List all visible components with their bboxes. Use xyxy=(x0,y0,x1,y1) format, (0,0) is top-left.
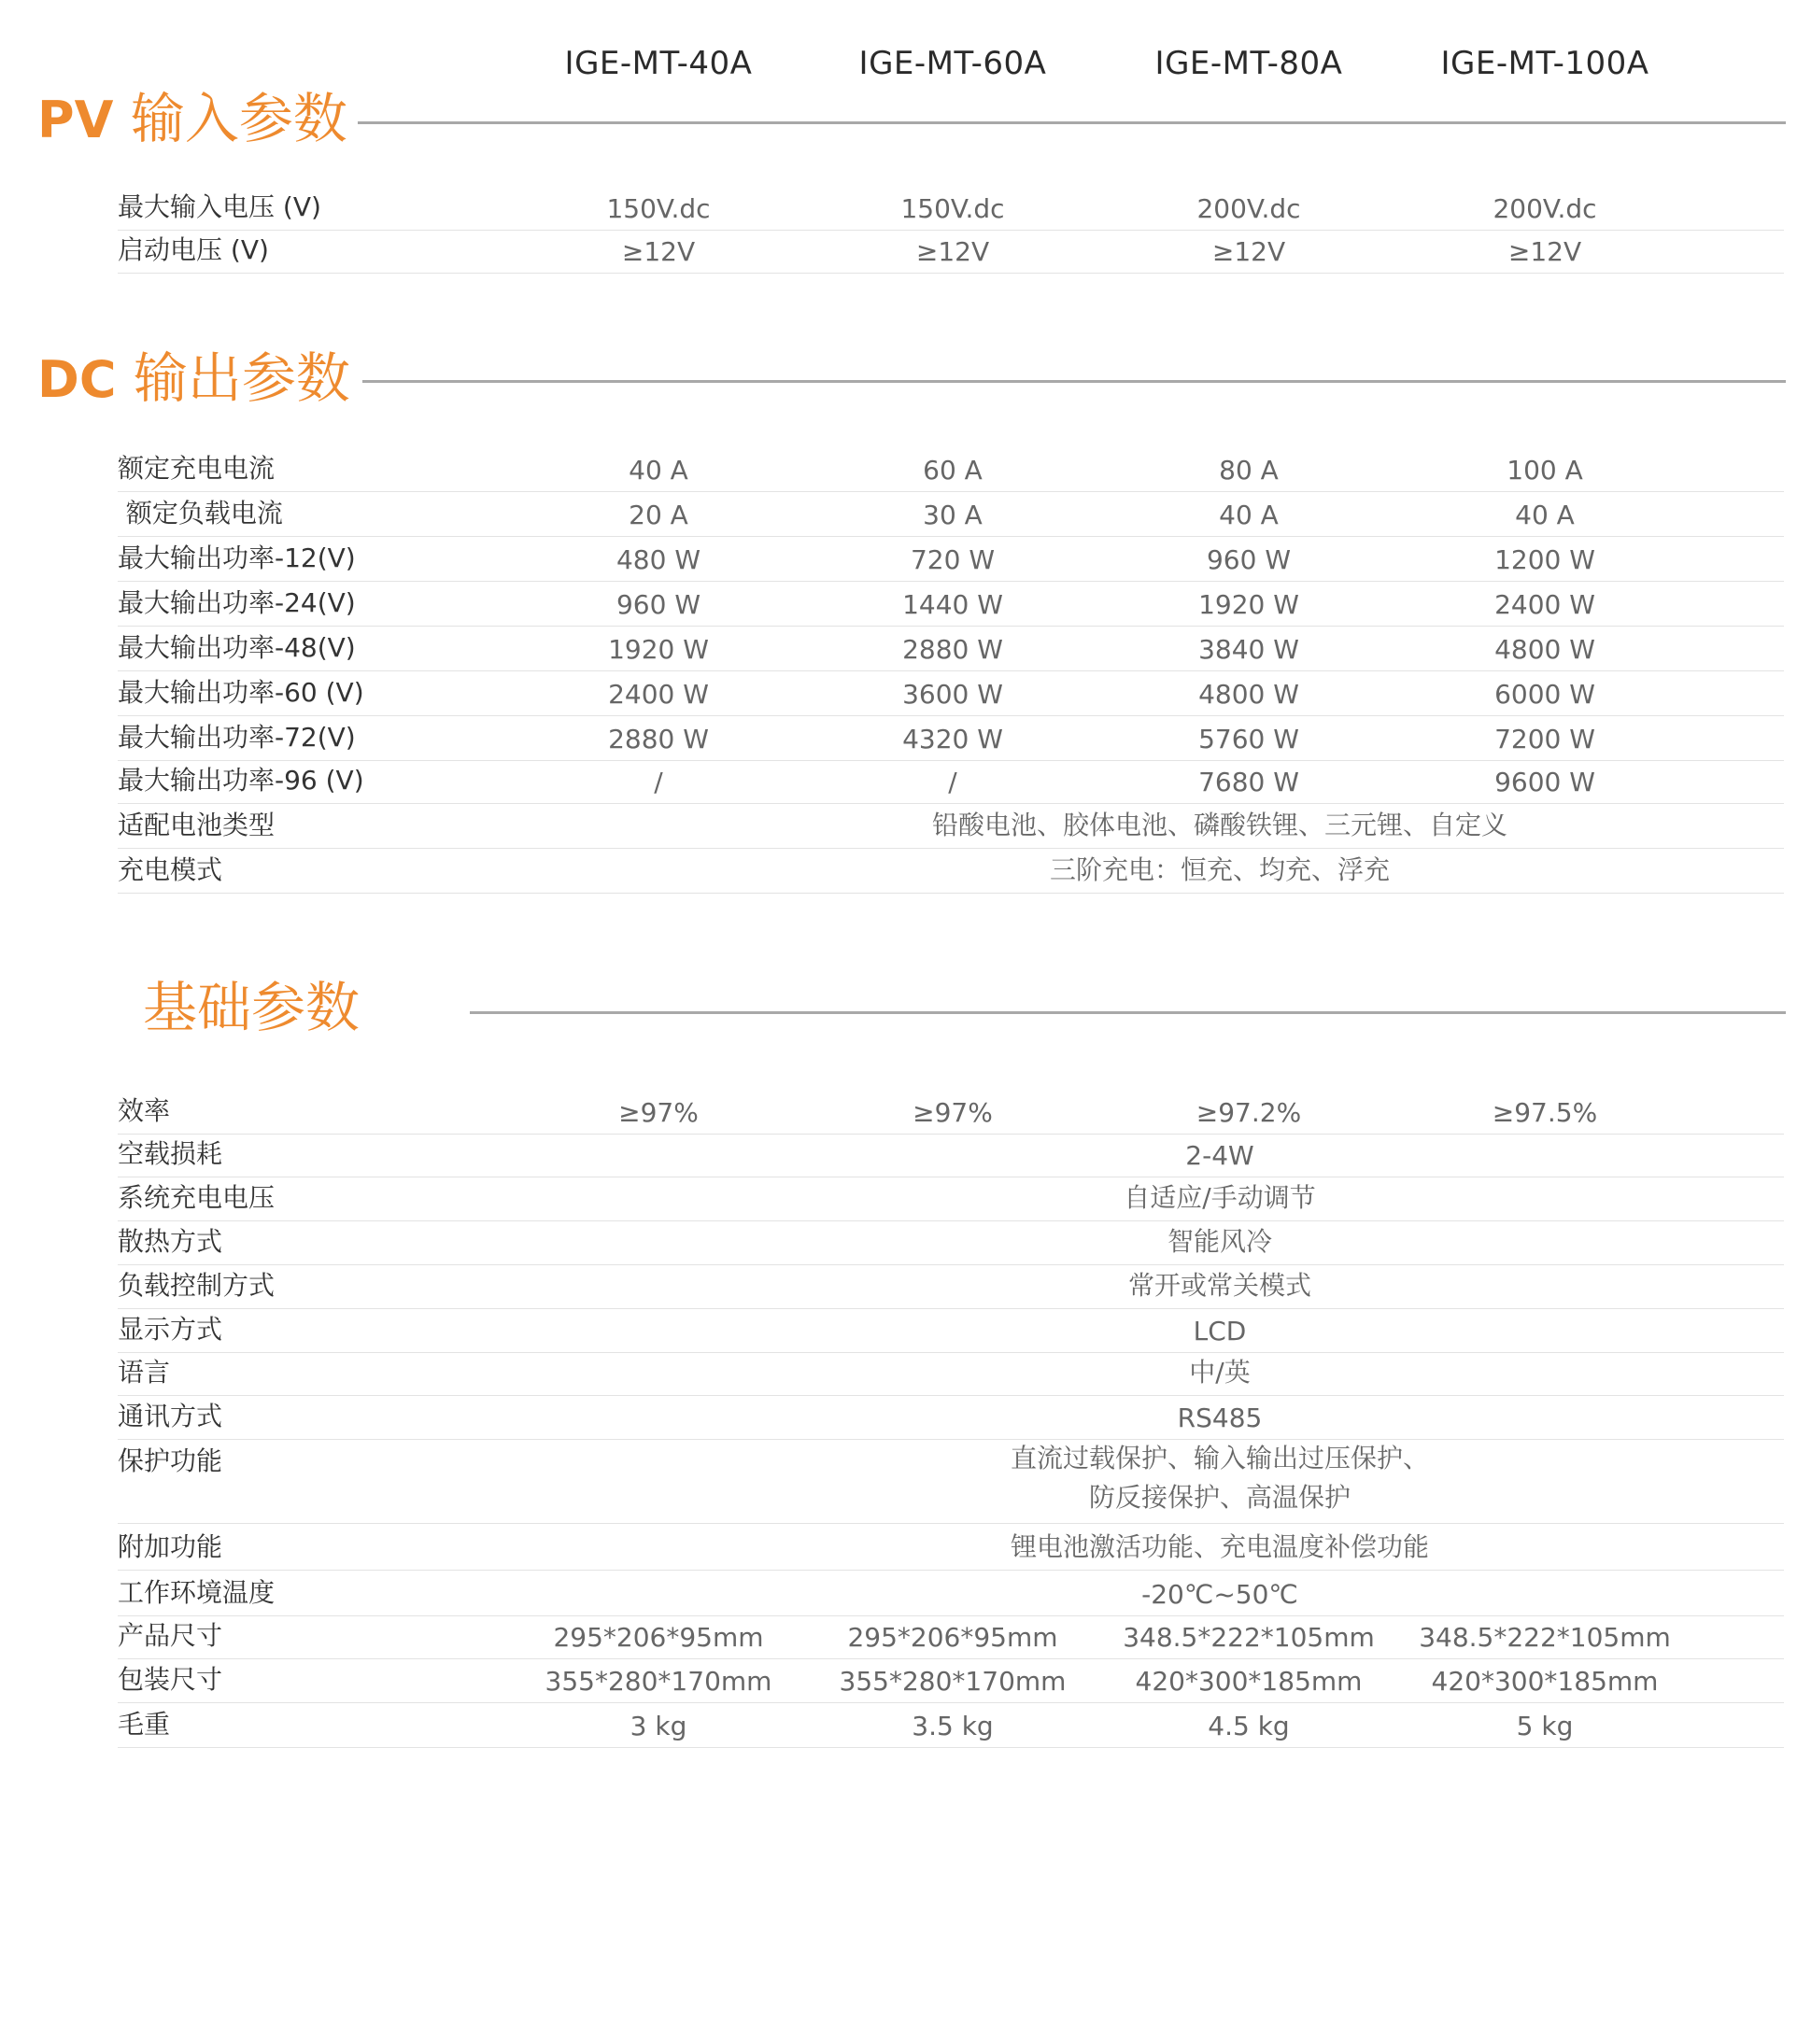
row-value: 150V.dc xyxy=(606,193,711,224)
row-value: 3600 W xyxy=(902,679,1003,710)
section-title-cn: 输入参数 xyxy=(130,87,347,150)
row-value: 2880 W xyxy=(608,724,709,754)
row-value: 3 kg xyxy=(630,1711,687,1741)
table-row xyxy=(118,1220,1784,1265)
row-value: 348.5*222*105mm xyxy=(1123,1622,1375,1653)
row-value: 常开或常关模式 xyxy=(1127,1270,1311,1301)
row-label: 最大输出功率-60 (V) xyxy=(118,677,364,708)
table-row xyxy=(118,536,1784,582)
row-value: RS485 xyxy=(1177,1403,1263,1433)
row-value-line: 直流过载保护、输入输出过压保护、 xyxy=(1010,1443,1429,1473)
row-value: 1200 W xyxy=(1494,544,1595,575)
model-name: IGE-MT-60A xyxy=(858,45,1047,82)
table-row xyxy=(118,760,1784,804)
row-label: 充电模式 xyxy=(118,854,223,885)
row-value: 960 W xyxy=(1206,544,1292,575)
row-value: 200V.dc xyxy=(1493,193,1597,224)
row-value: 100 A xyxy=(1507,455,1583,486)
row-value: 2-4W xyxy=(1185,1140,1254,1171)
model-name: IGE-MT-40A xyxy=(564,45,753,82)
table-row xyxy=(118,1570,1784,1616)
row-value: 自适应/手动调节 xyxy=(1124,1182,1316,1213)
table-row xyxy=(118,230,1784,274)
row-value: 铅酸电池、胶体电池、磷酸铁锂、三元锂、自定义 xyxy=(931,810,1507,840)
row-label: 最大输出功率-96 (V) xyxy=(118,765,364,796)
row-value: 420*300*185mm xyxy=(1431,1666,1659,1697)
row-label: 最大输出功率-12(V) xyxy=(118,543,356,573)
row-label: 包装尺寸 xyxy=(118,1664,223,1695)
row-value: 智能风冷 xyxy=(1167,1226,1272,1257)
section-title-latin: DC xyxy=(37,350,117,409)
row-value: 295*206*95mm xyxy=(553,1622,764,1653)
row-value-line: 防反接保护、高温保护 xyxy=(1088,1482,1351,1513)
row-value: ≥97.2% xyxy=(1196,1097,1302,1128)
row-label: 最大输出功率-72(V) xyxy=(118,722,356,753)
table-row xyxy=(118,185,1784,231)
row-value: 40 A xyxy=(1515,500,1575,530)
row-value: 40 A xyxy=(629,455,688,486)
row-label: 适配电池类型 xyxy=(118,810,276,840)
row-label: 工作环境温度 xyxy=(118,1577,276,1608)
table-row xyxy=(118,581,1784,627)
row-value: 5760 W xyxy=(1198,724,1299,754)
row-value: 4800 W xyxy=(1198,679,1299,710)
row-value: 三阶充电：恒充、均充、浮充 xyxy=(1049,854,1390,885)
row-value: 960 W xyxy=(616,589,701,620)
table-row xyxy=(118,1087,1784,1135)
row-value: 150V.dc xyxy=(900,193,1005,224)
row-value: 420*300*185mm xyxy=(1135,1666,1363,1697)
row-value: 355*280*170mm xyxy=(839,1666,1067,1697)
row-value: 3840 W xyxy=(1198,634,1299,665)
table-row xyxy=(118,1523,1784,1571)
table-row xyxy=(118,670,1784,716)
row-label: 产品尺寸 xyxy=(118,1620,223,1651)
row-value: 3.5 kg xyxy=(912,1711,994,1741)
section-title-latin: PV xyxy=(37,91,114,149)
section-rule xyxy=(470,1011,1786,1014)
row-value: 348.5*222*105mm xyxy=(1419,1622,1671,1653)
row-value: / xyxy=(948,767,957,797)
table-row xyxy=(118,626,1784,671)
row-value: ≥12V xyxy=(915,236,990,267)
row-value: 60 A xyxy=(923,455,983,486)
row-value: ≥97% xyxy=(618,1097,699,1128)
row-value: 4.5 kg xyxy=(1208,1711,1290,1741)
row-value: 720 W xyxy=(910,544,996,575)
row-value: 1920 W xyxy=(608,634,709,665)
row-label: 负载控制方式 xyxy=(118,1270,276,1301)
row-value: ≥97% xyxy=(913,1097,993,1128)
table-row xyxy=(118,848,1784,894)
table-row xyxy=(118,1702,1784,1748)
row-label: 额定充电电流 xyxy=(118,453,276,484)
model-header xyxy=(0,45,1797,92)
table-row xyxy=(118,1658,1784,1703)
row-value: 6000 W xyxy=(1494,679,1595,710)
row-value: 7200 W xyxy=(1494,724,1595,754)
row-value-multiline xyxy=(753,1439,1687,1517)
row-value: 9600 W xyxy=(1494,767,1595,797)
row-value: 80 A xyxy=(1219,455,1279,486)
section-title-cn: 基础参数 xyxy=(143,976,361,1039)
row-value: 2400 W xyxy=(608,679,709,710)
row-value: ≥12V xyxy=(1507,236,1582,267)
row-value: 30 A xyxy=(923,500,983,530)
row-value: ≥12V xyxy=(1211,236,1286,267)
row-value: 200V.dc xyxy=(1196,193,1301,224)
row-label: 通讯方式 xyxy=(118,1401,223,1431)
section-title-cn: 输出参数 xyxy=(133,346,350,410)
row-value: 7680 W xyxy=(1198,767,1299,797)
section-title-dc-output xyxy=(37,346,350,410)
row-value: 2880 W xyxy=(902,634,1003,665)
section-rule xyxy=(362,380,1786,383)
table-row xyxy=(118,1264,1784,1309)
row-value: 480 W xyxy=(616,544,701,575)
table-row xyxy=(118,803,1784,849)
model-name: IGE-MT-100A xyxy=(1440,45,1649,82)
row-value: 1440 W xyxy=(902,589,1003,620)
row-label: 毛重 xyxy=(118,1709,171,1740)
row-label: 额定负载电流 xyxy=(118,498,283,529)
table-row xyxy=(118,1439,1784,1524)
table-row xyxy=(118,443,1784,492)
row-value: 锂电池激活功能、充电温度补偿功能 xyxy=(1010,1531,1429,1562)
row-value: 4800 W xyxy=(1494,634,1595,665)
section-title-basic xyxy=(143,976,361,1039)
row-value: 5 kg xyxy=(1516,1711,1574,1741)
table-row xyxy=(118,1177,1784,1221)
table-row xyxy=(118,1134,1784,1177)
table-row xyxy=(118,1308,1784,1353)
row-value: 355*280*170mm xyxy=(545,1666,772,1697)
row-label: 附加功能 xyxy=(118,1531,223,1562)
row-value: 20 A xyxy=(629,500,688,530)
row-value: 4320 W xyxy=(902,724,1003,754)
row-label: 显示方式 xyxy=(118,1314,223,1345)
row-label: 效率 xyxy=(118,1095,171,1126)
table-row xyxy=(118,1615,1784,1659)
row-label: 空载损耗 xyxy=(118,1138,223,1169)
section-rule xyxy=(358,121,1786,124)
row-label: 语言 xyxy=(118,1357,171,1388)
table-row xyxy=(118,491,1784,537)
row-value: 295*206*95mm xyxy=(847,1622,1058,1653)
row-value: 2400 W xyxy=(1494,589,1595,620)
row-label: 系统充电电压 xyxy=(118,1182,276,1213)
row-value: 1920 W xyxy=(1198,589,1299,620)
row-value: 40 A xyxy=(1219,500,1279,530)
row-label: 最大输出功率-24(V) xyxy=(118,587,356,618)
model-name: IGE-MT-80A xyxy=(1154,45,1343,82)
table-row xyxy=(118,715,1784,761)
row-label: 保护功能 xyxy=(118,1445,223,1476)
table-row xyxy=(118,1395,1784,1440)
row-label: 最大输出功率-48(V) xyxy=(118,632,356,663)
row-value: ≥97.5% xyxy=(1492,1097,1598,1128)
table-row xyxy=(118,1352,1784,1396)
row-label: 最大输入电压 (V) xyxy=(118,191,321,222)
row-value: ≥12V xyxy=(621,236,696,267)
row-label: 启动电压 (V) xyxy=(118,234,269,265)
row-value: 中/英 xyxy=(1189,1357,1251,1388)
row-value: LCD xyxy=(1193,1316,1247,1346)
row-label: 散热方式 xyxy=(118,1226,223,1257)
row-value: / xyxy=(654,767,663,797)
row-value: -20℃~50℃ xyxy=(1141,1579,1298,1610)
section-title-pv-input xyxy=(37,87,347,150)
